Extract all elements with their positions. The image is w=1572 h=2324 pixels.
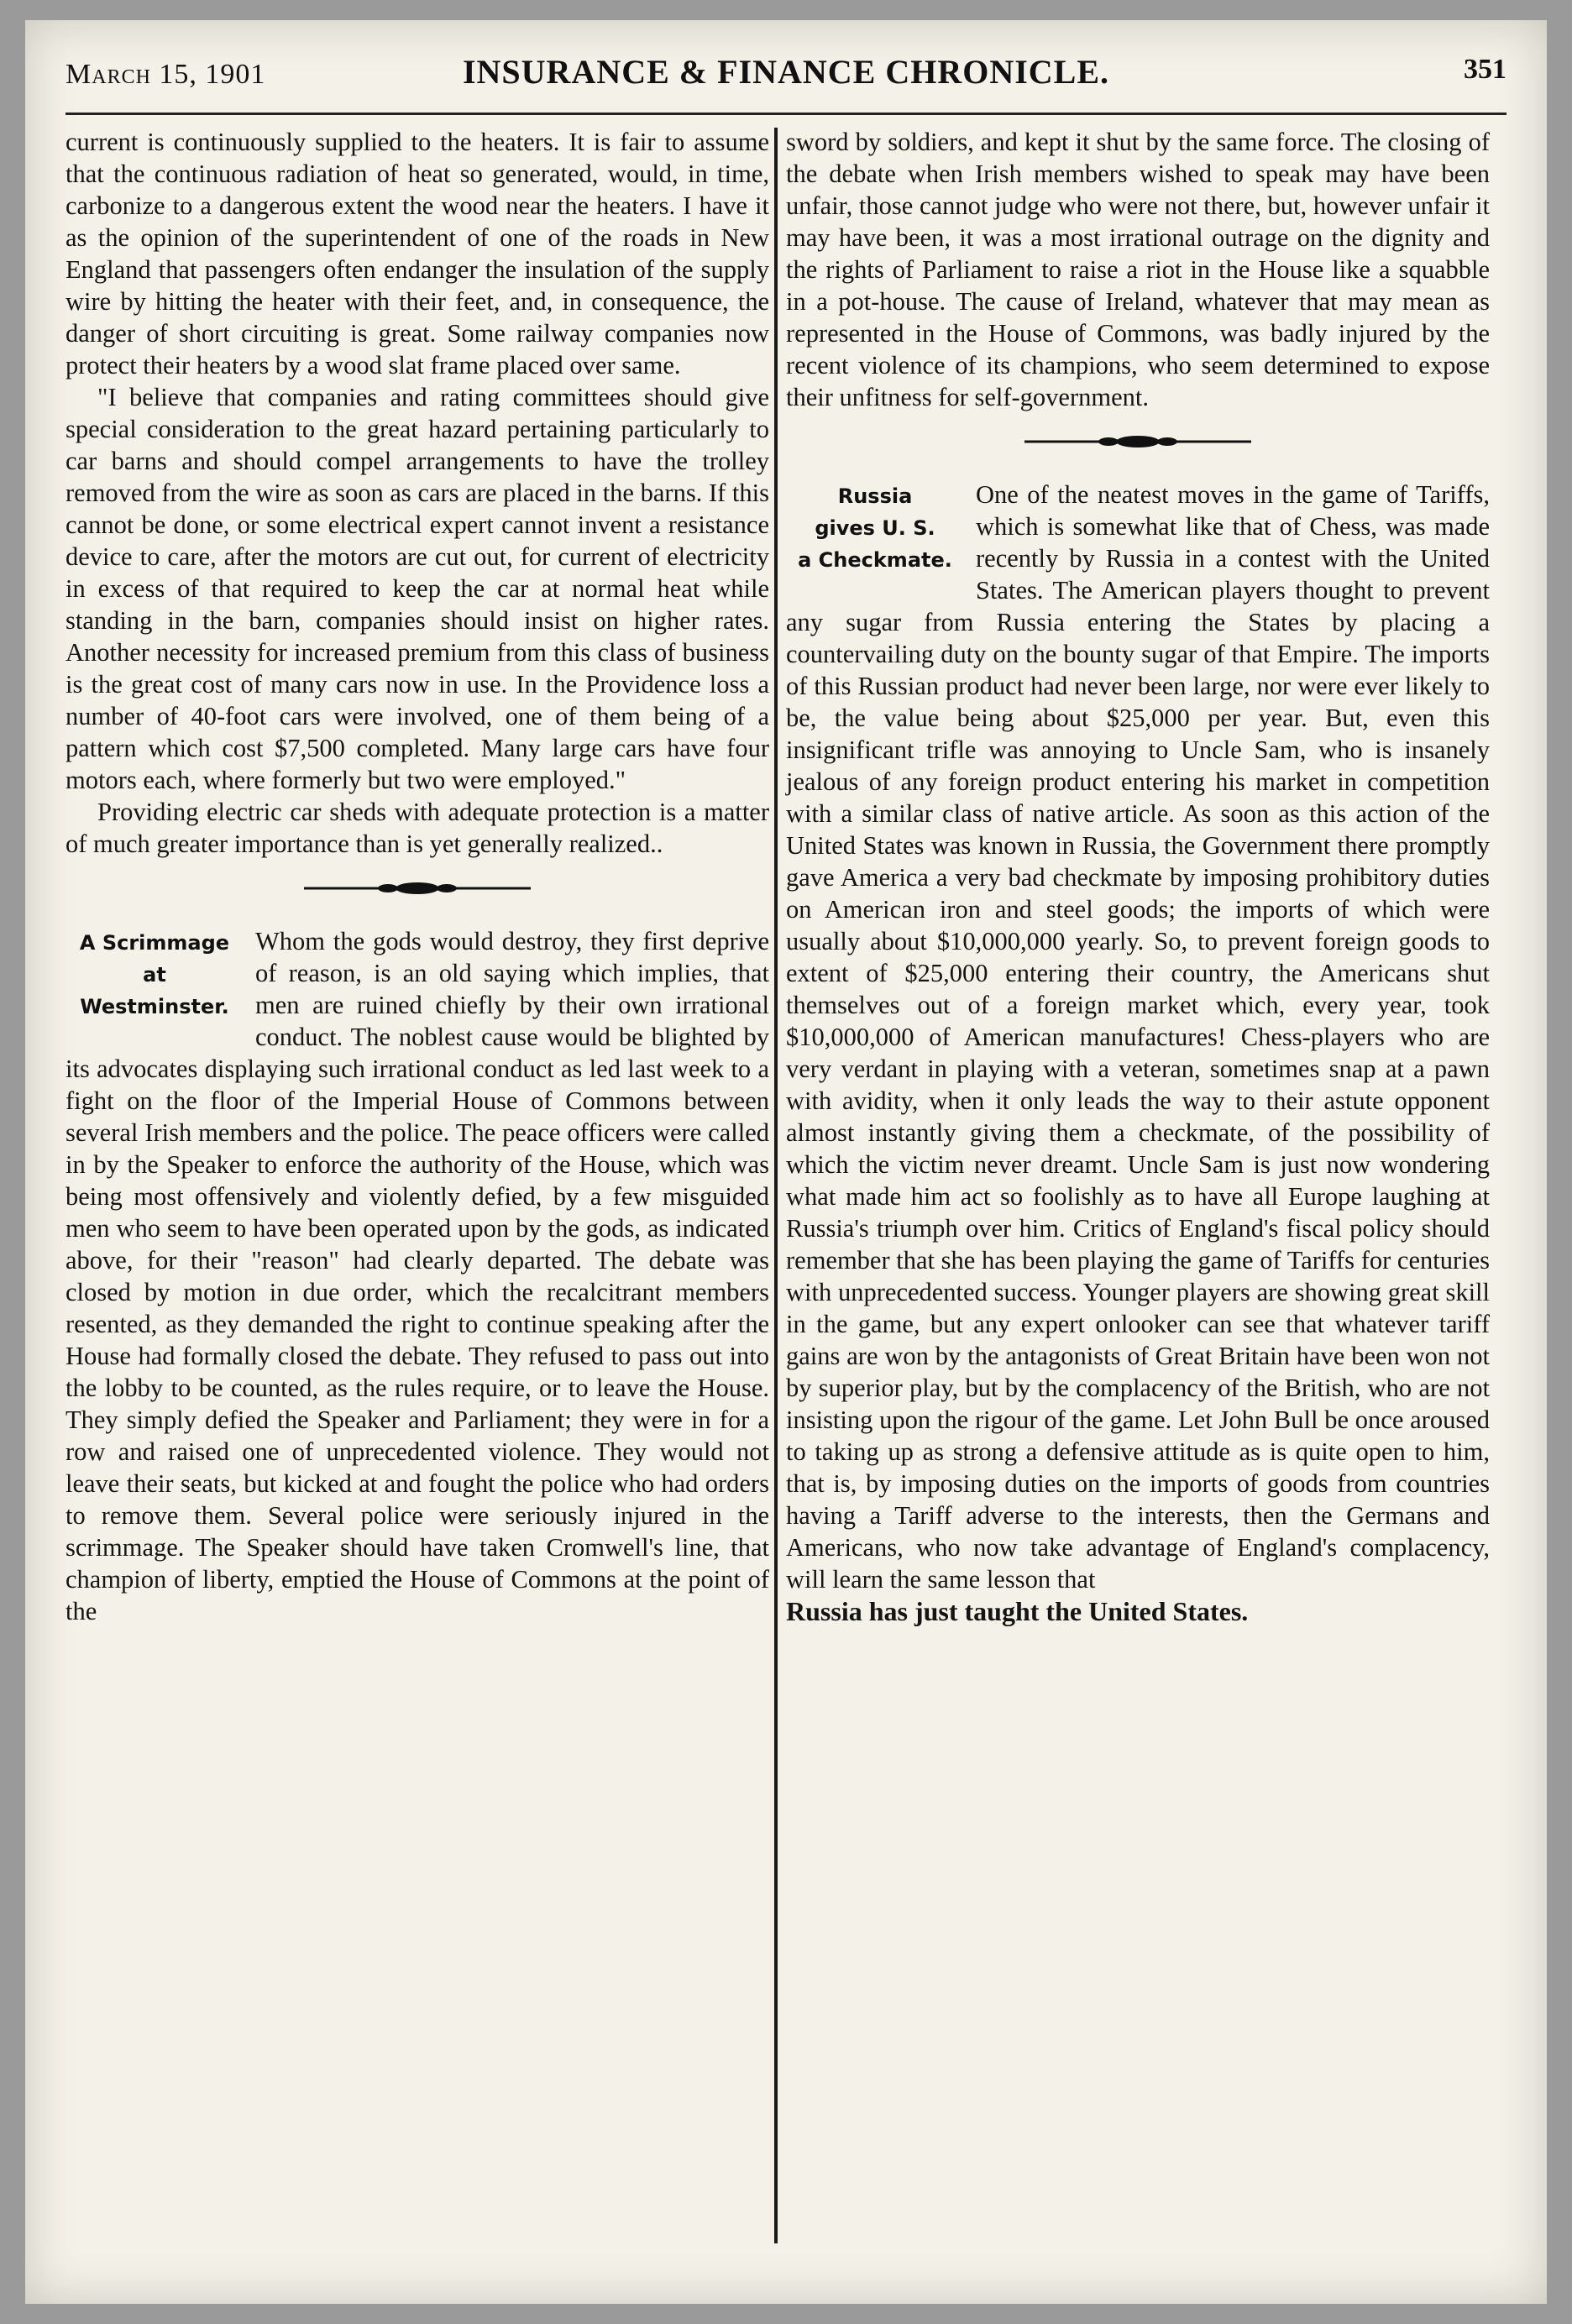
header-rule <box>66 113 1506 115</box>
issue-date: March 15, 1901 <box>66 59 266 90</box>
right-column <box>786 126 1490 2225</box>
article-scrimmage <box>66 925 769 1627</box>
page-number: 351 <box>1464 54 1506 85</box>
section-break-ornament-icon <box>66 870 769 907</box>
sidehead-line: A Scrimmage <box>79 931 230 955</box>
article-sidehead <box>66 927 244 1023</box>
column-divider <box>774 128 778 2243</box>
section-break-ornament-icon <box>786 423 1490 460</box>
sidehead-line: Russia <box>837 484 913 508</box>
article-body: Whom the gods would destroy, they first deprive of reason, is an old saying which implies, that men are ruined chiefly by their own irrational conduct. The noblest cause would be blighted by its advocates displaying such irrational conduct as led last week to a fight on the floor of the Imperial House of Commons between several Irish members and the police. The peace officers were called in by the Speaker to enforce the authority of the House, which was being most offensively and violently defied, by a few misguided men who seem to have been operated upon by the gods, as indicated above, for their "reason" had clearly departed. The debate was closed by motion in due order, which the recalcitrant members resented, as they demanded the right to continue speaking after the House had formally closed the debate. They refused to pass out into the lobby to be counted, as the rules require, or to leave the House. They simply defied the Speaker and Parliament; they were in for a row and raised one of unprecedented violence. They would not leave their seats, but kicked at and fought the police who had orders to remove them. Several police were seriously injured in the scrimmage. The Speaker should have taken Cromwell's line, that champion of liberty, emptied the House of Commons at the point of the <box>66 927 769 1625</box>
sidehead-line: at <box>143 963 166 987</box>
article-paragraph: "I believe that companies and rating committees should give special consideration to the great hazard pertaining particularly to car barns and should compel arrangements to have the trolley removed from the wire as soon as cars are placed in the barns. If this cannot be done, or some electrical expert cannot invent a resistance device to care, after the motors are cut out, for current of electricity in excess of that required to keep the car at normal heat while standing in the barn, companies should insist on higher rates. Another necessity for increased premium from this class of business is the great cost of many cars now in use. In the Providence loss a number of 40-foot cars were involved, one of them being of a pattern which cost $7,500 completed. Many large cars have four motors each, where formerly but two were employed." <box>66 383 769 794</box>
page-header <box>66 44 1506 102</box>
left-column <box>66 126 769 2225</box>
article-paragraph: current is continuously supplied to the heaters. It is fair to assume that the continuous radiation of heat so generated, would, in time, carbonize to a dangerous extent the wood near the heaters. I have it as the opinion of the superintendent of one of the roads in New England that passengers often endanger the insulation of the supply wire by hitting the heater with their feet, and, in consequence, the danger of short circuiting is great. Some railway companies now protect their heaters by a wood slat frame placed over same. <box>66 128 769 379</box>
article-closing-line: Russia has just taught the United States. <box>786 1596 1249 1626</box>
article-sidehead <box>786 480 964 576</box>
sidehead-line: gives U. S. <box>815 516 935 540</box>
article-russia-checkmate <box>786 479 1490 1627</box>
newspaper-page <box>25 20 1547 2304</box>
article-paragraph: Providing electric car sheds with adequate protection is a matter of much greater importance than is yet generally realized.. <box>66 798 769 858</box>
sidehead-line: Westminster. <box>80 995 229 1018</box>
sidehead-line: a Checkmate. <box>798 548 952 572</box>
publication-title: INSURANCE & FINANCE CHRONICLE. <box>462 53 1110 91</box>
article-paragraph: sword by soldiers, and kept it shut by the same force. The closing of the debate when Irish members wished to speak may have been unfair, those cannot judge who were not there, but, however unfair it may have been, it was a most irrational outrage on the dignity and the rights of Parliament to raise a riot in the House like a squabble in a pot-house. The cause of Ireland, whatever that may mean as represented in the House of Commons, was badly injured by the recent violence of its champions, who seem determined to expose their unfitness for self-government. <box>786 128 1490 411</box>
article-body: One of the neatest moves in the game of Tariffs, which is somewhat like that of Chess, was made recently by Russia in a contest with the United States. The American players thought to prevent any sugar from Russia entering the States by placing a countervailing duty on the bounty sugar of that Empire. The imports of this Russian product had never been large, nor were ever likely to be, the value being about $25,000 per year. But, even this insignificant trifle was annoying to Uncle Sam, who is insanely jealous of any foreign product entering his market in competition with a similar class of native article. As soon as this action of the United States was known in Russia, the Government there promptly gave America a very bad checkmate by imposing prohibitory duties on American iron and steel goods; the imports of which were usually about $10,000,000 yearly. So, to prevent foreign goods to extent of $25,000 entering their country, the Americans shut themselves out of a foreign market which, every year, took $10,000,000 of American manufactures! Chess-players who are very verdant in playing with a veteran, sometimes snap at a pawn with avidity, when it only leads the way to their astute opponent almost instantly giving them a checkmate, of the possibility of which the victim never dreamt. Uncle Sam is just now wondering what made him act so foolishly as to have all Europe laughing at Russia's triumph over him. Critics of England's fiscal policy should remember that she has been playing the game of Tariffs for centuries with unprecedented success. Younger players are showing great skill in the game, but any expert onlooker can see that whatever tariff gains are won by the antagonists of Great Britain have been won not by superior play, but by the complacency of the British, who are not insisting upon the rigour of the game. Let John Bull be once aroused to taking up as strong a defensive attitude as is quite open to him, that is, by imposing duties on the imports of goods from countries having a Tariff adverse to the interests, then the Germans and Americans, who now take advantage of England's complacency, will learn the same lesson that <box>786 480 1490 1594</box>
